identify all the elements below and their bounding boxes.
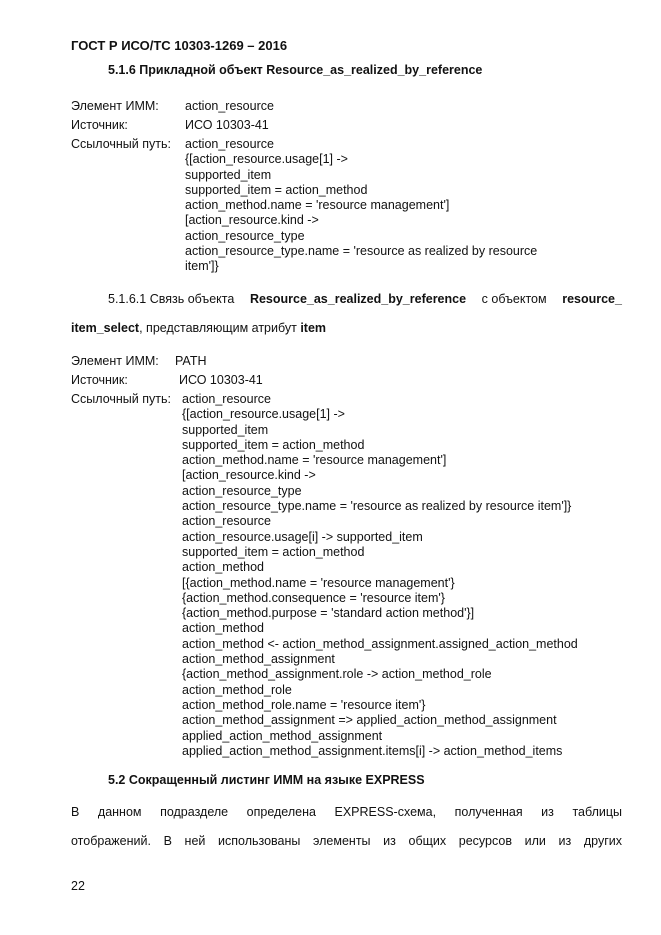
reference-path-line: action_resource — [182, 392, 271, 406]
reference-path-line: action_method_role — [182, 682, 292, 697]
reference-path-line: action_method.name = 'resource management'] — [182, 453, 447, 468]
path-label: Ссылочный путь: — [71, 392, 171, 406]
reference-path-line: action_method_assignment — [182, 652, 335, 667]
reference-path-line: action_method <- action_method_assignment.assigned_action_method — [182, 636, 578, 651]
reference-path-line: {action_method_assignment.role -> action_method_role — [182, 667, 492, 682]
reference-path-line: {[action_resource.usage[1] -> — [182, 407, 345, 422]
body-paragraph-line-1: В данном подразделе определена EXPRESS-схема, полученная из таблицы — [71, 805, 622, 819]
reference-path-line: applied_action_method_assignment.items[i] -> action_method_items — [182, 743, 563, 758]
reference-path-block — [182, 392, 578, 759]
para-bold-entity: item_select — [71, 321, 140, 335]
reference-path-line: action_resource — [185, 137, 274, 151]
para-text: с объектом — [481, 292, 547, 306]
element-value: action_resource — [185, 99, 274, 113]
reference-path-line: action_resource — [182, 514, 271, 529]
reference-path-line: action_resource.usage[i] -> supported_item — [182, 529, 423, 544]
reference-path-line: applied_action_method_assignment — [182, 728, 383, 743]
subsection-paragraph-line-2 — [71, 321, 326, 335]
reference-path-line: action_method — [182, 621, 265, 636]
reference-path-line: action_resource_type.name = 'resource as realized by resource item']} — [182, 499, 572, 514]
reference-path-line: action_method.name = 'resource management'] — [185, 198, 450, 213]
reference-path-line: supported_item — [182, 422, 269, 437]
reference-path-line: action_method_role.name = 'resource item'} — [182, 697, 426, 712]
reference-path-line: item']} — [185, 259, 219, 274]
reference-path-block — [185, 137, 537, 275]
reference-path-line: [{action_method.name = 'resource management'} — [182, 575, 455, 590]
reference-path-line: supported_item — [185, 167, 272, 182]
source-value: ИСО 10303-41 — [179, 373, 263, 387]
reference-path-line: supported_item = action_method — [185, 182, 368, 197]
para-bold-entity: Resource_as_realized_by_reference — [249, 292, 467, 306]
reference-path-line: supported_item = action_method — [182, 544, 365, 559]
reference-path-line: action_method — [182, 560, 265, 575]
page-number: 22 — [71, 879, 85, 893]
reference-path-line: {action_method.consequence = 'resource item'} — [182, 590, 445, 605]
para-text: 5.1.6.1 Связь объекта — [108, 292, 235, 306]
section-title-5-2: 5.2 Сокращенный листинг ИММ на языке EXPRESS — [108, 773, 425, 787]
reference-path-line: action_resource_type.name = 'resource as realized by resource — [185, 244, 538, 259]
element-label: Элемент ИММ: — [71, 99, 159, 113]
reference-path-line: supported_item = action_method — [182, 437, 365, 452]
para-bold-attribute: item — [300, 321, 327, 335]
element-value: PATH — [175, 354, 207, 368]
element-label: Элемент ИММ: — [71, 354, 159, 368]
reference-path-line: {action_method.purpose = 'standard action method'}] — [182, 606, 475, 621]
para-bold-entity: resource_ — [562, 292, 622, 306]
source-label: Источник: — [71, 118, 128, 132]
reference-path-line: {[action_resource.usage[1] -> — [185, 152, 348, 167]
source-label: Источник: — [71, 373, 128, 387]
body-paragraph-line-2: отображений. В ней использованы элементы из общих ресурсов или из других — [71, 834, 622, 848]
reference-path-line: [action_resource.kind -> — [182, 468, 316, 483]
reference-path-line: action_resource_type — [185, 228, 305, 243]
subsection-paragraph-line-1 — [108, 292, 622, 306]
path-label: Ссылочный путь: — [71, 137, 171, 151]
reference-path-line: action_resource_type — [182, 483, 302, 498]
para-text: , представляющим атрибут — [139, 321, 301, 335]
source-value: ИСО 10303-41 — [185, 118, 269, 132]
document-header: ГОСТ Р ИСО/ТС 10303-1269 – 2016 — [71, 38, 288, 53]
section-title-5-1-6: 5.1.6 Прикладной объект Resource_as_realized_by_reference — [108, 63, 483, 77]
reference-path-line: action_method_assignment => applied_action_method_assignment — [182, 713, 557, 728]
reference-path-line: [action_resource.kind -> — [185, 213, 319, 228]
